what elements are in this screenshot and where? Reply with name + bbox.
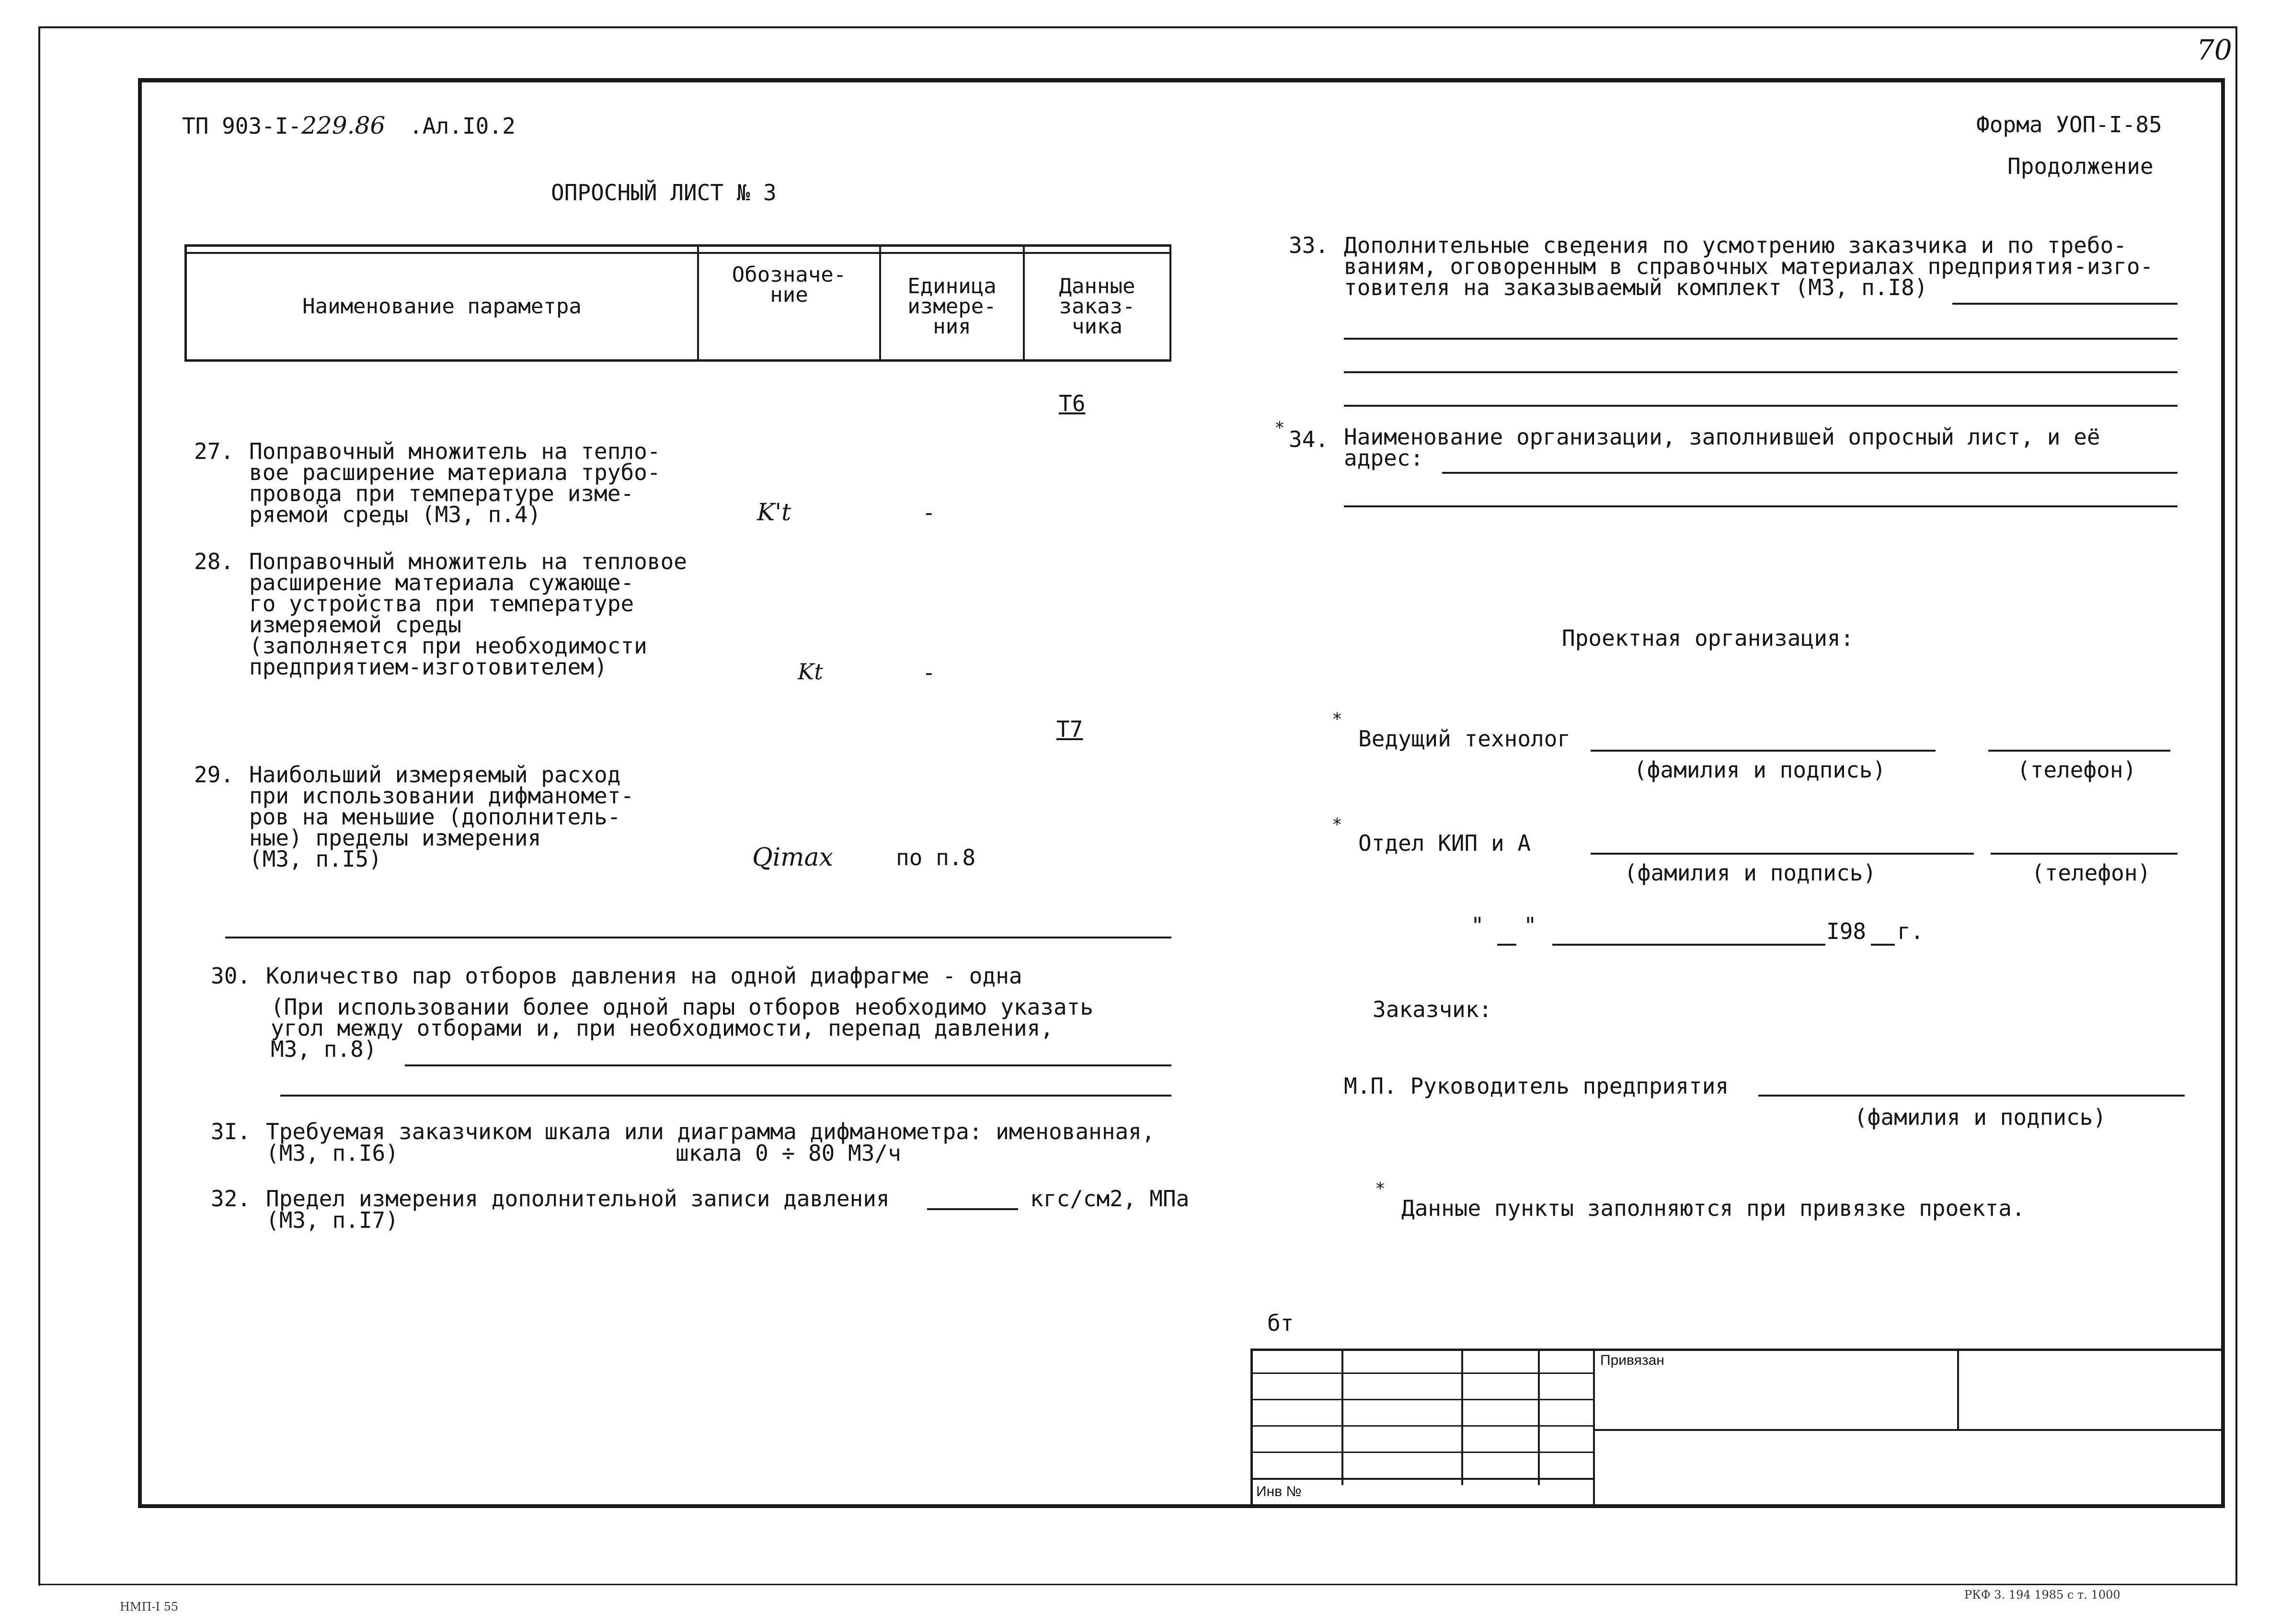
header-unit-l2: измере- — [907, 294, 997, 319]
item-28-unit: - — [922, 660, 936, 686]
item-30-main: Количество пар отборов давления на одной диафрагме - одна — [266, 963, 1022, 989]
footnote-mark: * — [1375, 1179, 1386, 1199]
item-30-line: МЗ, п.8) — [271, 1036, 377, 1062]
date-quote-close: " — [1524, 913, 1537, 938]
date-quote-open: " — [1471, 913, 1484, 938]
item-28-line: Поправочный множитель на тепловое — [249, 549, 687, 574]
header-symbol-l2: ние — [770, 283, 808, 307]
item-27-number: 27. — [194, 438, 234, 464]
mp-head-sign-line — [1758, 1095, 2185, 1097]
stamp-row-rule — [1250, 1478, 1595, 1480]
stamp-inv-no: Инв № — [1256, 1484, 1302, 1499]
item-32-unit: кгс/см2, МПа — [1030, 1186, 1190, 1212]
item-28-line: расширение материала сужающе- — [249, 570, 634, 595]
item-28-number: 28. — [194, 549, 234, 574]
lead-tech-phone-caption: (телефон) — [2017, 757, 2137, 783]
item-31-line1: Требуемая заказчиком шкала или диаграмма дифманометра: именованная, — [266, 1119, 1155, 1144]
item-33-line: ваниям, оговоренным в справочных материалах предприятия-изго- — [1344, 253, 2154, 279]
lead-tech-mark: * — [1332, 709, 1342, 729]
inner-frame-right — [2221, 78, 2225, 1508]
date-month-line — [1552, 944, 1825, 946]
album-code: .Ал.I0.2 — [409, 113, 516, 139]
header-unit-l1: Единица — [907, 274, 997, 298]
doc-code — [182, 112, 516, 139]
item-27-line: Поправочный множитель на тепло- — [249, 438, 661, 464]
doc-code-number: 229.86 — [301, 112, 386, 139]
item-28-line: (заполняется при необходимости — [249, 633, 647, 659]
item-33-line: товителя на заказываемый комплект (МЗ, п.I8) — [1344, 274, 1928, 300]
item-30-answer-line — [405, 1064, 1171, 1066]
date-day-line — [1497, 944, 1516, 946]
item-33-text — [1344, 232, 2154, 300]
outer-frame-right — [2235, 26, 2237, 1586]
outer-frame-left — [38, 26, 40, 1586]
header-data-l1: Данные — [1059, 274, 1135, 298]
item-29-line: ров на меньшие (дополнитель- — [249, 804, 621, 830]
customer-label: Заказчик: — [1373, 996, 1492, 1022]
item-28-text — [249, 549, 687, 680]
form-code: Форма УОП-I-85 — [1976, 112, 2162, 137]
item-32-number: 32. — [211, 1186, 251, 1212]
item-27-line: вое расширение материала трубо- — [249, 459, 661, 485]
stamp-col-rule — [1461, 1349, 1463, 1485]
header-data-l2: заказ- — [1059, 294, 1135, 319]
page-title: ОПРОСНЫЙ ЛИСТ № 3 — [551, 180, 777, 206]
stamp-block — [1250, 1349, 2223, 1507]
item-32-line1: Предел измерения дополнительной записи давления — [266, 1186, 890, 1212]
stamp-row-rule — [1250, 1372, 1595, 1374]
continuation-label: Продолжение — [2007, 153, 2154, 179]
item-34-answer-line — [1344, 505, 2177, 507]
header-unit-l3: ния — [933, 314, 971, 339]
stamp-col-rule — [1341, 1349, 1343, 1485]
item-27-text — [249, 438, 661, 527]
item-29-symbol: Qimax — [752, 843, 833, 872]
item-31-ref: (МЗ, п.I6) — [266, 1140, 399, 1166]
stamp-privyazan: Привязан — [1600, 1352, 1664, 1368]
page-number: 70 — [2197, 34, 2232, 66]
stamp-row-rule — [1250, 1425, 1595, 1427]
item-29-text — [249, 762, 634, 872]
item-27-unit: - — [922, 500, 936, 526]
header-customer-data — [1025, 263, 1169, 350]
item-27-line: ряемой среды (МЗ, п.4) — [249, 502, 541, 527]
date-year-line — [1871, 944, 1895, 946]
stamp-row-rule — [1250, 1399, 1595, 1400]
table-header — [184, 244, 1171, 364]
item-31-number: 3I. — [211, 1119, 251, 1144]
stamp-col-rule — [1538, 1349, 1540, 1485]
item-34-line: адрес: — [1344, 445, 1424, 471]
header-unit — [881, 263, 1023, 350]
lead-tech-label: Ведущий технолог — [1358, 726, 1571, 752]
kip-phone-caption: (телефон) — [2031, 860, 2151, 886]
stamp-col-rule — [1957, 1349, 1959, 1430]
stamp-row-rule — [1250, 1452, 1595, 1453]
item-28-line: го устройства при температуре — [249, 591, 634, 617]
lead-tech-sign-line — [1591, 750, 1936, 752]
stamp-bt-label: бт — [1267, 1310, 1294, 1336]
separator-rule — [225, 937, 1171, 938]
stamp-row-rule — [1593, 1429, 2223, 1431]
item-29-line: Наибольший измеряемый расход — [249, 762, 621, 788]
kip-sign-line — [1591, 853, 1974, 855]
item-33-number: 33. — [1289, 232, 1329, 258]
item-32-ref: (МЗ, п.I7) — [266, 1207, 399, 1233]
project-org-label: Проектная организация: — [1562, 625, 1854, 651]
kip-mark: * — [1332, 815, 1342, 835]
marker-t6: Т6 — [1059, 390, 1086, 416]
table-right-rule — [1169, 244, 1171, 362]
item-30-line: (При использовании более одной пары отборов необходимо указать — [271, 994, 1094, 1020]
date-g: г. — [1897, 918, 1924, 944]
item-34-number: 34. — [1289, 426, 1329, 452]
footnote-text: Данные пункты заполняются при привязке проекта. — [1401, 1195, 2025, 1221]
inner-frame-top — [138, 78, 2225, 82]
item-34-answer-line — [1442, 472, 2177, 474]
header-symbol — [699, 254, 879, 316]
item-27-line: провода при температуре изме- — [249, 480, 634, 506]
header-data-l3: чика — [1072, 314, 1123, 339]
mp-head-label: М.П. Руководитель предприятия — [1344, 1073, 1729, 1099]
lead-tech-phone-line — [1988, 750, 2170, 752]
kip-dept-label: Отдел КИП и А — [1358, 830, 1531, 856]
item-29-line: (МЗ, п.I5) — [249, 846, 382, 872]
item-30-note — [271, 996, 1093, 1060]
bottom-right-note: РКФ 3. 194 1985 с т. 1000 — [1964, 1588, 2120, 1601]
kip-sign-caption: (фамилия и подпись) — [1624, 860, 1877, 886]
item-28-line: измеряемой среды — [249, 612, 462, 638]
header-symbol-l1: Обозначе- — [732, 263, 847, 287]
item-29-line: ные) пределы измерения — [249, 825, 541, 851]
item-29-unit: по п.8 — [896, 845, 976, 870]
item-34-line: Наименование организации, заполнившей опросный лист, и её — [1344, 424, 2100, 450]
item-30-line: угол между отборами и, при необходимости, перепад давления, — [271, 1015, 1054, 1041]
item-32-answer-line — [927, 1208, 1018, 1210]
doc-code-prefix: ТП 903-I- — [182, 113, 302, 139]
lead-tech-sign-caption: (фамилия и подпись) — [1634, 757, 1886, 783]
bottom-left-note: НМП-І 55 — [120, 1600, 179, 1613]
mp-head-sign-caption: (фамилия и подпись) — [1854, 1104, 2107, 1130]
item-33-answer-line — [1344, 338, 2177, 340]
item-30-answer-line-2 — [280, 1095, 1171, 1097]
outer-frame-top — [38, 26, 2237, 28]
marker-t7: Т7 — [1056, 716, 1083, 742]
inner-frame-left — [138, 78, 142, 1508]
item-33-answer-line — [1344, 371, 2177, 373]
item-33-line: Дополнительные сведения по усмотрению заказчика и по требо- — [1344, 232, 2127, 258]
item-33-answer-line — [1344, 405, 2177, 407]
item-28-symbol: Kt — [798, 659, 823, 685]
item-27-symbol: K't — [757, 498, 791, 526]
item-31-scale: шкала 0 ÷ 80 МЗ/ч — [676, 1140, 901, 1166]
stamp-top-rule — [1250, 1349, 2223, 1351]
outer-frame-bottom — [38, 1584, 2237, 1585]
item-30-number: 30. — [211, 963, 251, 989]
header-param-name: Наименование параметра — [302, 294, 582, 319]
kip-phone-line — [1991, 853, 2177, 855]
item-33-answer-line — [1952, 303, 2177, 305]
date-year: I98 — [1826, 918, 1867, 944]
item-29-number: 29. — [194, 762, 234, 788]
item-34-mark: * — [1274, 418, 1285, 438]
item-29-line: при использовании дифманомет- — [249, 783, 634, 809]
item-34-text — [1344, 426, 2100, 469]
item-28-line: предприятием-изготовителем) — [249, 654, 607, 680]
